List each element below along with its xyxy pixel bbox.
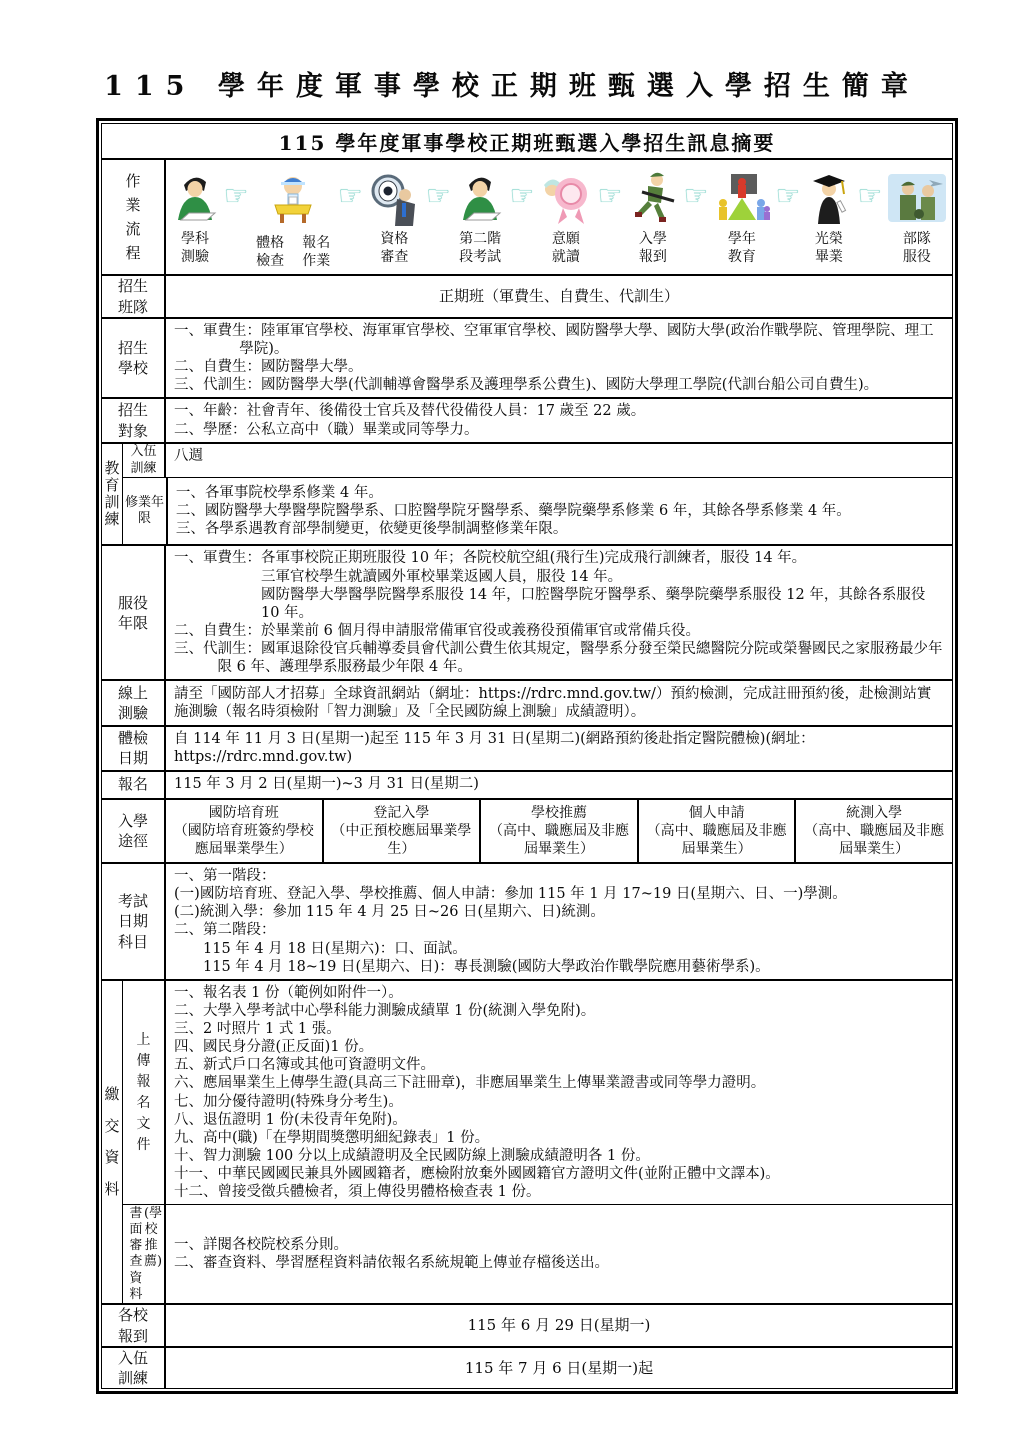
exam-schedule-label: 考試日期科目 (102, 864, 166, 979)
list-item: 二、大學入學考試中心學科能力測驗成績單 1 份(統測入學免附)。 (174, 1002, 596, 1019)
workflow-step (714, 168, 770, 266)
workflow-step-label: 入學報到 (638, 231, 667, 266)
admission-path-column (479, 800, 637, 863)
text-line: 二、自費生：於畢業前 6 個月得申請服常備軍官役或義務役預備軍官或常備兵役。 (174, 622, 700, 639)
registration-desk-icon (267, 168, 319, 226)
text-line: 三、代訓生：國防醫學大學(代訓輔導會醫學系及護理學系公費生)、國防大學理工學院(代訓台船公司自費生)。 (174, 377, 879, 394)
text-line: 一、各軍事院校學系修業 4 年。 (175, 485, 383, 502)
text-line: (一)國防培育班、登記入學、學校推薦、個人申請：參加 115 年 1 月 17~19 日(星期六、日、一)學測。 (174, 886, 847, 903)
text-line: 請至「國防部人才招募」全球資訊網站（網址：https://rdrc.mnd.gov.tw/）預約檢測，完成註冊預約後，赴檢測站實施測驗（報名時須檢附「智力測驗」及「全民國防線上測驗」成績證明）。 (174, 686, 932, 721)
physical-exam-label: 體檢日期 (102, 727, 166, 769)
recruit-targets-label: 招生對象 (102, 399, 166, 441)
workflow-step-label: 光榮畢業 (814, 231, 843, 266)
path-title: 學校推薦 (530, 804, 587, 821)
workflow-step (368, 168, 420, 266)
list-item: 十、智力測驗 100 分以上成績證明及全民國防線上測驗成績證明各 1 份。 (174, 1147, 650, 1164)
path-subtitle: （中正預校應屆畢業學生） (331, 822, 472, 857)
upload-documents-label: 上傳報名文件 (123, 981, 166, 1205)
pointing-hand-icon: ☞ (337, 179, 363, 212)
text-line: 自 114 年 11 月 3 日(星期一)起至 115 年 3 月 31 日(星期二)(網路預約後赴指定醫院體檢)(網址：https://rdrc.mnd.gov.tw) (174, 731, 815, 766)
registration-content: 115 年 3 月 2 日(星期一)~3 月 31 日(星期二) (174, 776, 479, 793)
text-line: 115 年 4 月 18 日(星期六)：口、面試。 (203, 940, 467, 957)
exam-writing-icon (172, 168, 218, 226)
admission-paths-label: 入學途徑 (102, 800, 166, 863)
second-stage-exam-icon (457, 168, 503, 226)
workflow-step-label: 部隊服役 (902, 231, 931, 266)
pointing-hand-icon: ☞ (425, 179, 451, 212)
recruit-class-value: 正期班（軍費生、自費生、代訓生） (438, 287, 679, 306)
recruit-schools-label: 招生學校 (102, 319, 166, 398)
exam-schedule-content (166, 864, 952, 979)
boot-camp-date: 115 年 7 月 6 日(星期一)起 (464, 1358, 654, 1377)
path-subtitle: （國防培育班簽約學校應屆畢業學生） (173, 822, 314, 857)
text-line: 二、自費生：國防醫學大學。 (174, 359, 363, 376)
workflow-step-label: 體格檢查 (256, 235, 285, 270)
path-subtitle: （高中、職應屆及非應屆畢業生） (646, 822, 787, 857)
recruit-class-row (102, 274, 952, 317)
pointing-hand-icon: ☞ (597, 179, 623, 212)
text-line: 國防醫學大學醫學院醫學系服役 14 年，口腔醫學院牙醫學系、藥學院藥學系服役 12 年，其餘各系服役 10 年。 (261, 586, 926, 621)
admission-path-column (637, 800, 795, 863)
physical-exam-row (102, 725, 952, 769)
text-line: 一、第一階段： (174, 868, 276, 885)
list-item: 十一、中華民國國民兼具外國國籍者，應檢附放棄外國國籍官方證明文件(並附正體中文譯本)。 (174, 1166, 780, 1183)
boot-training-subrow (123, 444, 952, 478)
list-item: 九、高中(職)「在學期間獎懲明細紀錄表」1 份。 (174, 1129, 490, 1146)
text-line: 二、第二階段： (174, 922, 276, 939)
study-years-label: 修業年限 (123, 478, 168, 544)
pointing-hand-icon: ☞ (775, 179, 801, 212)
path-title: 國防培育班 (208, 804, 279, 821)
award-ribbon-icon (540, 168, 592, 226)
pointing-hand-icon: ☞ (509, 179, 535, 212)
school-report-row (102, 1303, 952, 1346)
workflow-step-label: 報名作業 (302, 235, 331, 270)
workflow-step (254, 168, 332, 270)
school-report-date: 115 年 6 月 29 日(星期一) (467, 1316, 651, 1335)
list-item: 三、2 吋照片 1 式 1 張。 (174, 1021, 341, 1038)
text-line: (二)統測入學：參加 115 年 4 月 25 日~26 日(星期六、日)統測。 (174, 904, 605, 921)
text-line: 三、各學系遇教育部學制變更，依變更後學制調整修業年限。 (175, 521, 568, 538)
upload-documents-list (166, 981, 952, 1205)
admission-paths-row (102, 798, 952, 863)
review-documents-list (166, 1205, 952, 1303)
recruit-schools-row (102, 317, 952, 398)
path-subtitle: （高中、職應屆及非應屆畢業生） (488, 822, 629, 857)
list-item: 五、新式戶口名簿或其他可資證明文件。 (174, 1057, 435, 1074)
admission-path-column (794, 800, 952, 863)
path-title: 登記入學 (373, 804, 430, 821)
text-line: 三軍官校學生就讀國外軍校畢業返國人員，服役 14 年。 (261, 568, 623, 585)
pointing-hand-icon: ☞ (683, 179, 709, 212)
workflow-step (628, 168, 678, 266)
recruit-class-label: 招生班隊 (102, 276, 166, 317)
workflow-row (102, 158, 952, 274)
list-item: 一、報名表 1 份（範例如附件一）。 (174, 984, 403, 1001)
troops-icon (888, 168, 946, 226)
workflow-step (540, 168, 592, 266)
workflow-steps (166, 160, 952, 274)
text-line: 二、學歷：公私立高中（職）畢業或同等學力。 (174, 421, 479, 438)
upload-documents-subrow (123, 981, 952, 1205)
workflow-step (172, 168, 218, 266)
list-item: 一、詳閱各校院校系分則。 (174, 1237, 348, 1254)
list-item: 八、退伍證明 1 份(未役青年免附)。 (174, 1111, 407, 1128)
education-row (102, 442, 952, 545)
graduate-icon (806, 168, 852, 226)
physical-exam-content (166, 727, 952, 769)
recruit-targets-content (166, 399, 952, 441)
pointing-hand-icon: ☞ (223, 179, 249, 212)
workflow-step-label: 學年教育 (727, 231, 756, 266)
documents-label: 繳交資料 (102, 981, 123, 1304)
list-item: 十二、曾接受徵兵體檢者，須上傳役男體格檢查表 1 份。 (174, 1184, 541, 1201)
registration-label: 報名 (102, 772, 166, 798)
service-years-content (166, 546, 952, 679)
qualification-review-icon (368, 168, 420, 226)
service-years-label: 服役年限 (102, 546, 166, 679)
boot-camp-label: 入伍訓練 (102, 1348, 166, 1389)
pointing-hand-icon: ☞ (857, 179, 883, 212)
summary-table (96, 118, 958, 1394)
classroom-icon (714, 168, 770, 226)
education-label: 教育訓練 (102, 444, 123, 545)
text-line: 115 年 4 月 18~19 日(星期六、日)：專長測驗(國防大學政治作戰學院應用藝術學系)。 (203, 958, 770, 975)
text-line: 一、軍費生：各軍事校院正期班服役 10 年；各院校航空組(飛行生)完成飛行訓練者，服役 14 年。 (174, 550, 807, 567)
study-years-content (168, 478, 952, 544)
workflow-step-label: 意願就讀 (551, 231, 580, 266)
soldier-running-icon (628, 168, 678, 226)
boot-camp-row (102, 1346, 952, 1389)
path-subtitle: （高中、職應屆及非應屆畢業生） (804, 822, 945, 857)
service-years-row (102, 544, 952, 679)
workflow-step-label: 學科測驗 (181, 231, 209, 266)
text-line: 一、軍費生：陸軍軍官學校、海軍軍官學校、空軍軍官學校、國防醫學大學、國防大學(政治作戰學院、管理學院、理工學院)。 (174, 322, 934, 357)
study-years-subrow (123, 477, 952, 544)
list-item: 七、加分優待證明(特殊身分考生)。 (174, 1093, 403, 1110)
online-test-content (166, 681, 952, 725)
list-item: 二、審查資料、學習歷程資料請依報名系統規範上傳並存檔後送出。 (174, 1255, 609, 1272)
admission-paths-columns (166, 800, 952, 863)
boot-training-label: 入伍訓練 (123, 444, 166, 478)
path-title: 個人申請 (688, 804, 745, 821)
school-report-label: 各校報到 (102, 1305, 166, 1346)
workflow-step (888, 168, 946, 266)
workflow-step-label: 第二階段考試 (459, 231, 502, 266)
workflow-step-label: 資格審查 (380, 231, 409, 266)
admission-path-column (166, 800, 322, 863)
documents-row (102, 979, 952, 1304)
path-title: 統測入學 (846, 804, 903, 821)
recruit-schools-content (166, 319, 952, 398)
text-line: 二、國防醫學大學醫學院醫學系、口腔醫學院牙醫學系、藥學院藥學系修業 6 年，其餘各學系修業 4 年。 (175, 503, 851, 520)
online-test-row (102, 679, 952, 725)
list-item: 六、應屆畢業生上傳學生證(具高三下註冊章)，非應屆畢業生上傳畢業證書或同等學力證明。 (174, 1075, 766, 1092)
list-item: 四、國民身分證(正反面)1 份。 (174, 1039, 374, 1056)
text-line: 一、年齡：社會青年、後備役士官兵及替代役備役人員：17 歲至 22 歲。 (174, 403, 646, 420)
boot-training-value: 八週 (174, 447, 203, 464)
online-test-label: 線上測驗 (102, 681, 166, 725)
text-line: 三、代訓生：國軍退除役官兵輔導委員會代訓公費生依其規定，醫學系分發至榮民總醫院分院或榮譽國民之家服務最少年限 6 年、護理學系服務最少年限 4 年。 (174, 641, 943, 676)
workflow-label: 作業流程 (102, 160, 166, 274)
workflow-step (456, 168, 504, 266)
page-title: 115 學年度軍事學校正期班甄選入學招生簡章 (104, 71, 920, 102)
summary-title: 115 學年度軍事學校正期班甄選入學招生訊息摘要 (278, 130, 776, 155)
registration-row (102, 770, 952, 798)
summary-title-row (102, 124, 952, 158)
review-documents-label: 書面審查資料 (學校推薦) (123, 1205, 166, 1303)
exam-schedule-row (102, 862, 952, 979)
admission-path-column (322, 800, 480, 863)
review-documents-subrow (123, 1204, 952, 1303)
workflow-step (806, 168, 852, 266)
recruit-targets-row (102, 397, 952, 441)
